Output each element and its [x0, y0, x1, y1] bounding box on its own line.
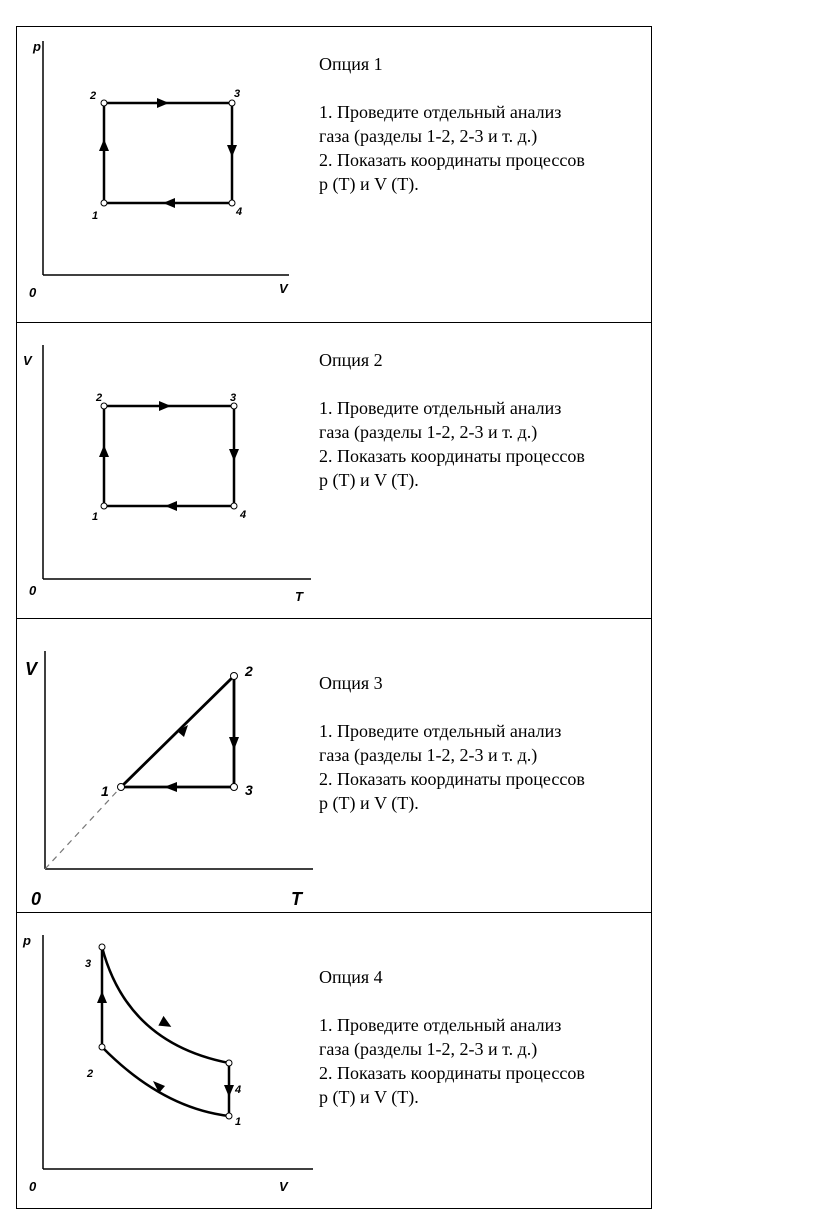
- y-axis-label: p: [23, 933, 31, 948]
- arrow-2-3: [157, 98, 169, 108]
- x-axis-label: V: [279, 281, 288, 296]
- task-line-4: p (T) и V (T).: [319, 1087, 419, 1107]
- diagram-option-2: [17, 323, 317, 619]
- arrow-3-4: [158, 1016, 174, 1031]
- point-label-3: 3: [234, 88, 241, 100]
- point-label-2: 2: [245, 663, 253, 679]
- arrow-2-3: [159, 401, 171, 411]
- isochoric-guide-line: [45, 787, 121, 869]
- point-label-3: 3: [245, 782, 253, 798]
- task-line-3: 2. Показать координаты процессов: [319, 1063, 585, 1083]
- diagram-option-1: [17, 27, 317, 323]
- expansion-curve-3-4: [102, 947, 229, 1063]
- x-axis-label: T: [291, 889, 302, 909]
- task-line-1: 1. Проведите отдельный анализ: [319, 398, 562, 418]
- point-label-2: 2: [96, 392, 103, 404]
- cycle-rectangle: [104, 103, 232, 203]
- task-line-1: 1. Проведите отдельный анализ: [319, 721, 562, 741]
- pv-cycle-diagram-1: [17, 27, 317, 323]
- y-axis-label: p: [33, 39, 41, 54]
- point-4: [226, 1060, 232, 1066]
- option-text-4: [319, 965, 649, 1109]
- point-1: [101, 503, 107, 509]
- origin-label: 0: [29, 285, 37, 300]
- diagram-option-4: [17, 913, 317, 1208]
- task-line-3: 2. Показать координаты процессов: [319, 150, 585, 170]
- x-axis-label: V: [279, 1179, 288, 1194]
- option-row-4: [17, 913, 651, 1208]
- point-4: [231, 503, 237, 509]
- task-line-1: 1. Проведите отдельный анализ: [319, 102, 562, 122]
- option-title: Опция 4: [319, 967, 383, 987]
- origin-label: 0: [29, 583, 37, 598]
- point-label-2: 2: [90, 90, 97, 102]
- arrow-1-2: [99, 445, 109, 457]
- option-text-2: [319, 348, 649, 492]
- arrow-2-3: [229, 737, 239, 750]
- point-label-3: 3: [230, 392, 237, 404]
- options-table: [16, 26, 652, 1209]
- task-line-4: p (T) и V (T).: [319, 793, 419, 813]
- point-label-2: 2: [87, 1068, 94, 1080]
- point-4: [229, 200, 235, 206]
- task-line-2: газа (разделы 1-2, 2-3 и т. д.): [319, 126, 538, 146]
- arrow-4-1: [163, 198, 175, 208]
- point-1: [101, 200, 107, 206]
- diagram-option-3: [17, 619, 317, 913]
- option-title: Опция 3: [319, 673, 383, 693]
- arrow-1-2: [99, 139, 109, 151]
- point-label-4: 4: [240, 509, 247, 521]
- origin-label: 0: [29, 1179, 37, 1194]
- point-3: [99, 944, 105, 950]
- option-text-1: [319, 52, 649, 196]
- option-title: Опция 1: [319, 54, 383, 74]
- arrow-4-1: [165, 501, 177, 511]
- point-label-1: 1: [92, 210, 99, 222]
- option-row-2: [17, 323, 651, 619]
- cycle-rectangle: [104, 406, 234, 506]
- task-line-2: газа (разделы 1-2, 2-3 и т. д.): [319, 745, 538, 765]
- task-line-4: p (T) и V (T).: [319, 470, 419, 490]
- task-line-3: 2. Показать координаты процессов: [319, 446, 585, 466]
- y-axis-label: V: [23, 353, 32, 368]
- task-line-4: p (T) и V (T).: [319, 174, 419, 194]
- arrow-4-1: [224, 1085, 234, 1097]
- arrow-1-2: [153, 1081, 165, 1093]
- point-label-4: 4: [236, 206, 243, 218]
- arrow-3-4: [227, 145, 237, 157]
- vt-cycle-diagram-2: [17, 323, 317, 619]
- arrow-3-4: [229, 449, 239, 461]
- point-label-3: 3: [85, 958, 92, 970]
- option-row-3: [17, 619, 651, 913]
- task-line-3: 2. Показать координаты процессов: [319, 769, 585, 789]
- point-label-4: 4: [235, 1084, 242, 1096]
- option-row-1: [17, 27, 651, 323]
- task-line-2: газа (разделы 1-2, 2-3 и т. д.): [319, 422, 538, 442]
- y-axis-label: V: [25, 659, 38, 679]
- option-text-3: [319, 671, 649, 815]
- point-2: [101, 100, 107, 106]
- arrow-3-1: [164, 782, 177, 792]
- option-title: Опция 2: [319, 350, 383, 370]
- task-line-1: 1. Проведите отдельный анализ: [319, 1015, 562, 1035]
- point-3: [231, 784, 238, 791]
- task-line-2: газа (разделы 1-2, 2-3 и т. д.): [319, 1039, 538, 1059]
- origin-label: 0: [31, 889, 42, 909]
- point-3: [229, 100, 235, 106]
- point-2: [231, 673, 238, 680]
- vt-cycle-diagram-3: [17, 619, 317, 913]
- point-label-1: 1: [235, 1116, 242, 1128]
- point-label-1: 1: [92, 511, 99, 523]
- x-axis-label: T: [295, 589, 303, 604]
- arrow-2-3: [97, 991, 107, 1003]
- point-2: [99, 1044, 105, 1050]
- point-1: [226, 1113, 232, 1119]
- point-label-1: 1: [101, 783, 109, 799]
- pv-cycle-diagram-4: [17, 913, 317, 1208]
- cycle-triangle: [121, 676, 234, 787]
- point-1: [118, 784, 125, 791]
